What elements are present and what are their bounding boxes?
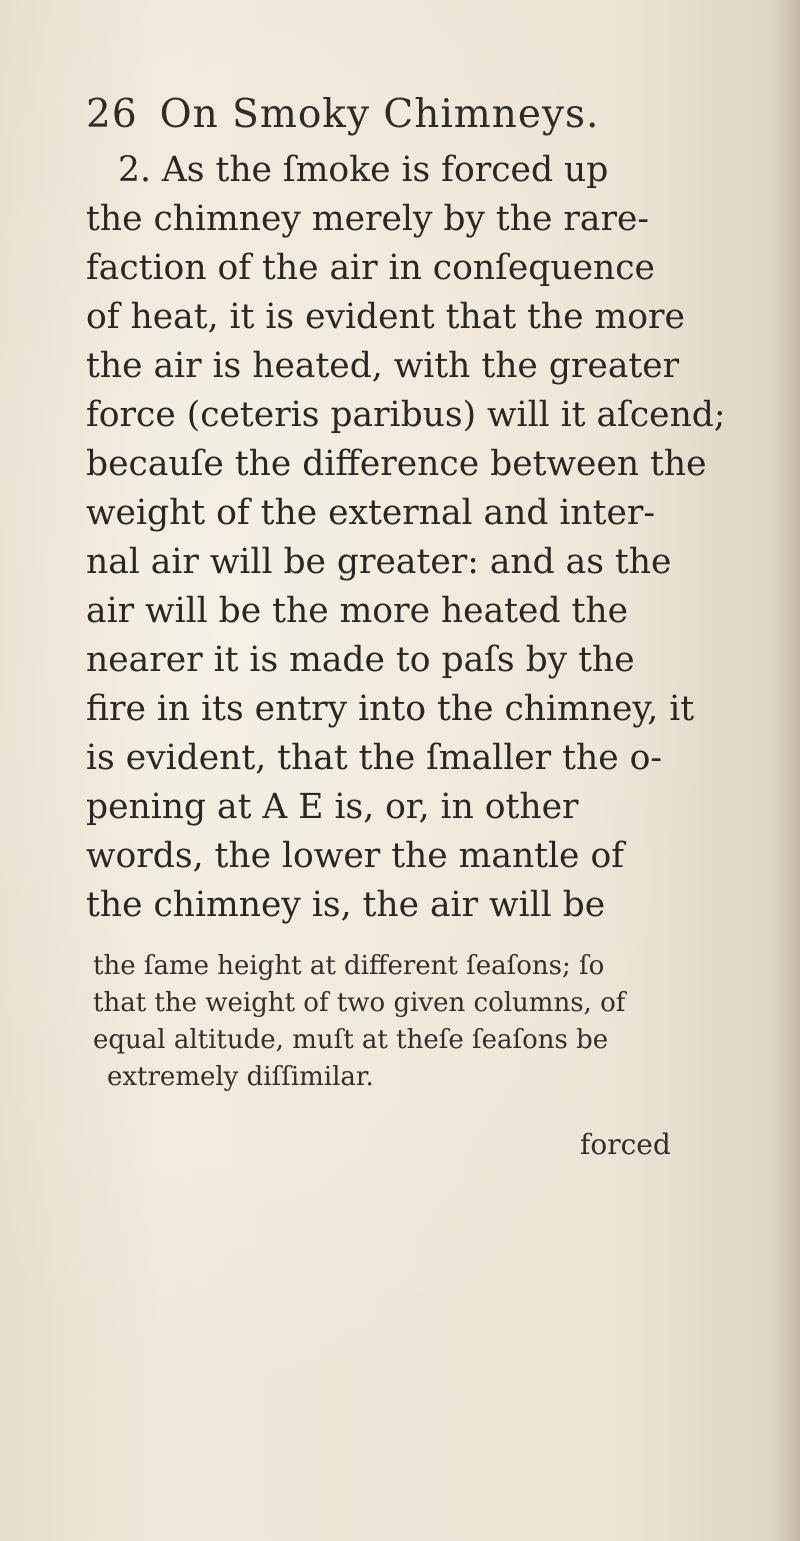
- body-line: nearer it is made to paſs by the: [86, 640, 635, 680]
- body-line: force (ceteris paribus) will it aſcend;: [86, 395, 726, 435]
- page-number: 26: [86, 92, 138, 137]
- body-line: becauſe the difference between the: [86, 444, 707, 484]
- body-line: faction of the air in conſequence: [86, 248, 655, 288]
- body-line: words, the lower the mantle of: [86, 836, 624, 876]
- body-line: the chimney is, the air will be: [86, 885, 606, 925]
- footnote-line: that the weight of two given columns, of: [93, 988, 626, 1018]
- page-edge-shadow: [772, 0, 800, 1541]
- footnote-line: the ſame height at different ſeaſons; ſo: [93, 951, 605, 981]
- running-title: On Smoky Chimneys.: [159, 92, 600, 137]
- footnote-line: equal altitude, muſt at theſe ſeaſons be: [93, 1025, 609, 1055]
- body-line: of heat, it is evident that the more: [86, 297, 685, 337]
- body-line: nal air will be greater: and as the: [86, 542, 672, 582]
- body-line: weight of the external and inter-: [86, 493, 656, 533]
- catchword: forced: [580, 1128, 671, 1161]
- body-line: pening at A E is, or, in other: [86, 787, 579, 827]
- footnote-line: extremely diſſimilar.: [107, 1062, 374, 1092]
- body-line: air will be the more heated the: [86, 591, 628, 631]
- body-line: the air is heated, with the greater: [86, 346, 680, 386]
- body-line: is evident, that the ſmaller the o-: [86, 738, 663, 778]
- running-head: [86, 92, 599, 137]
- body-line: the chimney merely by the rare-: [86, 199, 650, 239]
- body-line: 2. As the ſmoke is forced up: [118, 150, 609, 190]
- body-line: fire in its entry into the chimney, it: [86, 689, 695, 729]
